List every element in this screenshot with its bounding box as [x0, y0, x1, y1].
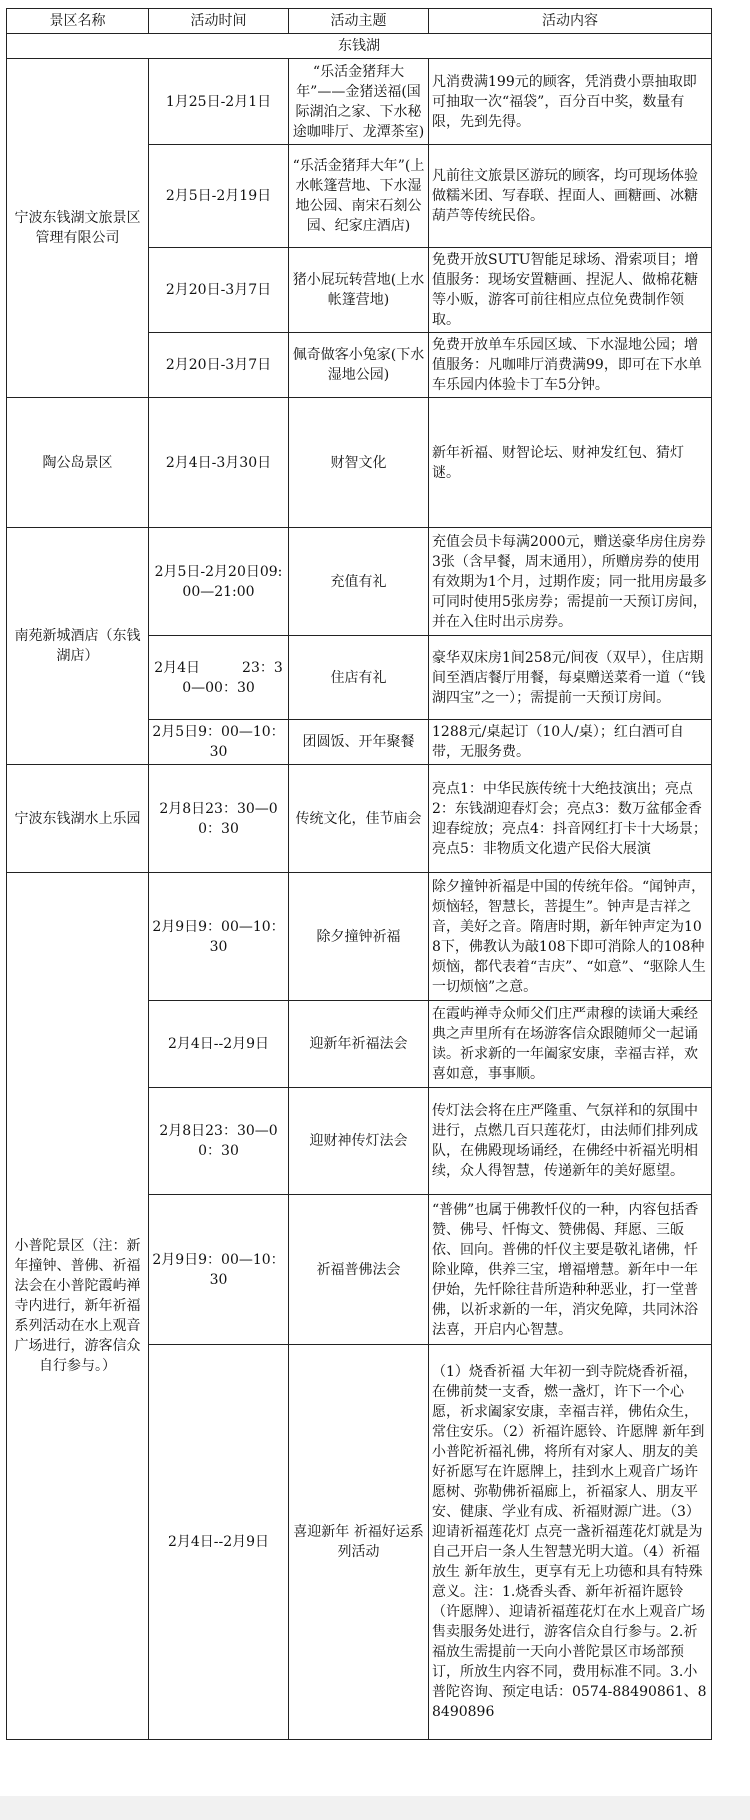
event-theme: 迎新年祈福法会 [289, 1001, 429, 1088]
event-theme: 传统文化，佳节庙会 [289, 765, 429, 873]
event-content: 新年祈福、财智论坛、财神发红包、猜灯谜。 [429, 398, 712, 528]
venue-name: 宁波东钱湖水上乐园 [7, 765, 149, 873]
header-name: 景区名称 [7, 9, 149, 34]
event-time: 2月20日-3月7日 [149, 248, 289, 333]
table-row [7, 765, 712, 873]
event-time: 2月8日23：30—00：30 [149, 765, 289, 873]
table-row [7, 873, 712, 1001]
venue-name: 陶公岛景区 [7, 398, 149, 528]
event-theme: “乐活金猪拜大年”——金猪送福(国际湖泊之家、下水秘途咖啡厅、龙潭茶室) [289, 59, 429, 145]
event-content: 凡消费满199元的顾客，凭消费小票抽取即可抽取一次“福袋”，百分百中奖，数量有限，先到先得。 [429, 59, 712, 145]
header-theme: 活动主题 [289, 9, 429, 34]
section-title: 东钱湖 [7, 34, 712, 59]
event-content: （1）烧香祈福 大年初一到寺院烧香祈福，在佛前焚一支香，燃一盏灯，许下一个心愿，祈求阖家安康，幸福吉祥，佛佑众生，常住安乐。（2）祈福许愿铃、许愿牌 新年到小普陀祈福礼佛，将所有对家人、朋友的美好祈愿写在许愿牌上，挂到水上观音广场许愿树、弥勒佛祈福廊上，祈福家人、朋友平安、健康、学业有成、祈福财源广进。（3）迎请祈福莲花灯 点亮一盏祈福莲花灯就是为自己开启一条人生智慧光明大道。（4）祈福放生 新年放生，更享有无上功德和具有特殊意义。注：1.烧香头香、新年祈福许愿铃（许愿牌）、迎请祈福莲花灯在水上观音广场售卖服务处进行，游客信众自行参与。2.祈福放生需提前一天向小普陀景区市场部预订，所放生内容不同，费用标准不同。3.小普陀咨询、预定电话：0574-88490861、88490896 [429, 1345, 712, 1740]
table-row [7, 398, 712, 528]
event-time: 2月4日 23：30—00：30 [149, 636, 289, 720]
events-table [6, 8, 712, 1740]
venue-name: 南苑新城酒店（东钱湖店） [7, 528, 149, 765]
header-time: 活动时间 [149, 9, 289, 34]
event-theme: 猪小屁玩转营地(上水帐篷营地) [289, 248, 429, 333]
event-time: 2月9日9：00—10：30 [149, 1195, 289, 1345]
event-content: 除夕撞钟祈福是中国的传统年俗。“闻钟声，烦恼轻，智慧长，菩提生”。钟声是吉祥之音，美好之音。隋唐时期，新年钟声定为108下，佛教认为敲108下即可消除人的108种烦恼，都代表着“吉庆”、“如意”、“驱除人生一切烦恼”之意。 [429, 873, 712, 1001]
event-theme: “乐活金猪拜大年”(上水帐篷营地、下水湿地公园、南宋石刻公园、纪家庄酒店) [289, 145, 429, 248]
event-content: 在霞屿禅寺众师父们庄严肃穆的读诵大乘经典之声里所有在场游客信众跟随师父一起诵读。祈求新的一年阖家安康，幸福吉祥，欢喜如意，事事顺。 [429, 1001, 712, 1088]
bottom-strip [0, 1796, 750, 1820]
event-time: 2月4日-3月30日 [149, 398, 289, 528]
event-theme: 喜迎新年 祈福好运系列活动 [289, 1345, 429, 1740]
table-row [7, 528, 712, 636]
venue-name: 小普陀景区（注：新年撞钟、普佛、祈福法会在小普陀霞屿禅寺内进行，新年祈福系列活动在水上观音广场进行，游客信众自行参与。） [7, 873, 149, 1740]
event-content: 充值会员卡每满2000元，赠送豪华房住房券3张（含早餐，周末通用），所赠房券的使用有效期为1个月，过期作废；同一批用房最多可同时使用5张房券；需提前一天预订房间，并在入住时出示房券。 [429, 528, 712, 636]
event-content: 亮点1：中华民族传统十大绝技演出；亮点2：东钱湖迎春灯会；亮点3：数万盆郁金香迎春绽放；亮点4：抖音网红打卡十大场景；亮点5：非物质文化遗产民俗大展演 [429, 765, 712, 873]
event-theme: 住店有礼 [289, 636, 429, 720]
event-time: 2月5日9：00—10：30 [149, 720, 289, 765]
header-row [7, 9, 712, 34]
event-time: 1月25日-2月1日 [149, 59, 289, 145]
event-theme: 迎财神传灯法会 [289, 1088, 429, 1195]
event-time: 2月5日-2月19日 [149, 145, 289, 248]
event-theme: 祈福普佛法会 [289, 1195, 429, 1345]
section-row [7, 34, 712, 59]
table-row [7, 59, 712, 145]
event-time: 2月5日-2月20日09:00—21:00 [149, 528, 289, 636]
event-theme: 除夕撞钟祈福 [289, 873, 429, 1001]
event-theme: 充值有礼 [289, 528, 429, 636]
event-content: 免费开放单车乐园区域、下水湿地公园；增值服务：凡咖啡厅消费满99，即可在下水单车乐园内体验卡丁车5分钟。 [429, 333, 712, 398]
event-content: 豪华双床房1间258元/间夜（双早），住店期间至酒店餐厅用餐，每桌赠送菜肴一道（“钱湖四宝”之一）；需提前一天预订房间。 [429, 636, 712, 720]
event-time: 2月4日--2月9日 [149, 1345, 289, 1740]
event-theme: 佩奇做客小兔家(下水湿地公园) [289, 333, 429, 398]
event-content: 免费开放SUTU智能足球场、滑索项目；增值服务：现场安置糖画、捏泥人、做棉花糖等小贩，游客可前往相应点位免费制作领取。 [429, 248, 712, 333]
event-time: 2月8日23：30—00：30 [149, 1088, 289, 1195]
event-time: 2月20日-3月7日 [149, 333, 289, 398]
event-theme: 团圆饭、开年聚餐 [289, 720, 429, 765]
event-content: 传灯法会将在庄严隆重、气氛祥和的氛围中进行，点燃几百只莲花灯，由法师们排列成队，在佛殿现场诵经，在佛经中祈福光明相续，众人得智慧，传递新年的美好愿望。 [429, 1088, 712, 1195]
event-theme: 财智文化 [289, 398, 429, 528]
event-content: “普佛”也属于佛教忏仪的一种，内容包括香赞、佛号、忏悔文、赞佛偈、拜愿、三皈依、回向。普佛的忏仪主要是敬礼诸佛，忏除业障，供养三宝，增福增慧。新年中一年伊始，先忏除往昔所造种种恶业，打一堂普佛，以祈求新的一年，消灾免障，共同沐浴法喜，开启内心智慧。 [429, 1195, 712, 1345]
event-content: 1288元/桌起订（10人/桌）；红白酒可自带，无服务费。 [429, 720, 712, 765]
header-content: 活动内容 [429, 9, 712, 34]
venue-name: 宁波东钱湖文旅景区管理有限公司 [7, 59, 149, 398]
event-time: 2月9日9：00—10：30 [149, 873, 289, 1001]
event-content: 凡前往文旅景区游玩的顾客，均可现场体验做糯米团、写春联、捏面人、画糖画、冰糖葫芦等传统民俗。 [429, 145, 712, 248]
event-time: 2月4日--2月9日 [149, 1001, 289, 1088]
